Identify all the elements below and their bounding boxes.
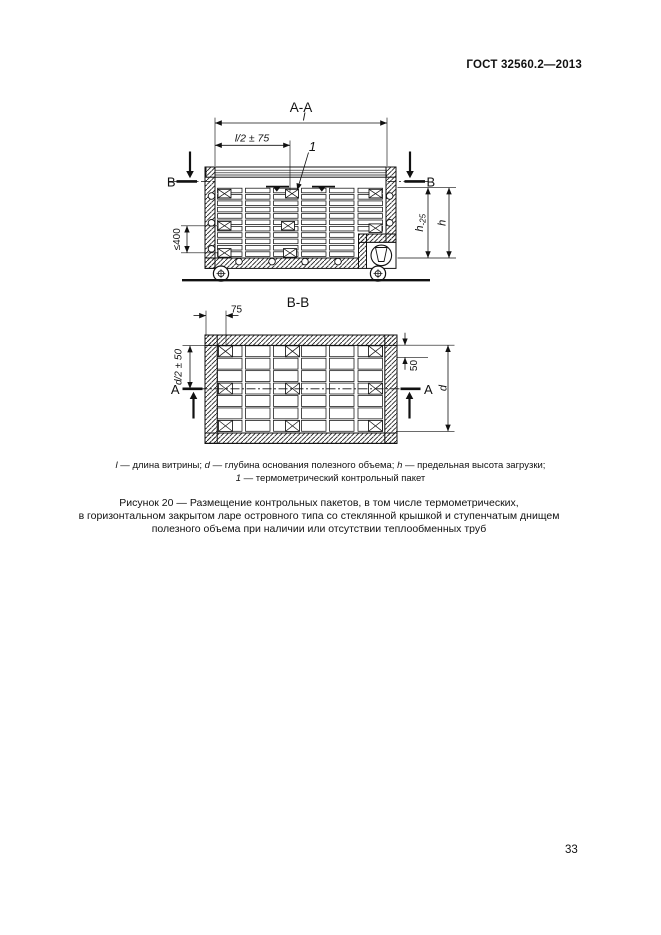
package-stacks-aa — [218, 188, 383, 257]
package-slab — [218, 358, 243, 369]
package-slab — [330, 239, 355, 244]
dim-label-d: d — [437, 384, 450, 392]
package-slab — [330, 396, 355, 407]
cut-label-a-right: А — [424, 381, 433, 397]
package-slab — [274, 396, 299, 407]
package-slab — [302, 220, 327, 225]
package-slab — [246, 408, 271, 419]
figure-caption — [0, 497, 638, 537]
dim-label-50: 50 — [409, 359, 420, 372]
package-slab — [274, 233, 299, 238]
package-slab — [302, 346, 327, 357]
package-slab — [218, 396, 243, 407]
package-slab — [246, 358, 271, 369]
package-slab — [218, 207, 243, 212]
package-slab — [330, 220, 355, 225]
package-slab — [246, 226, 271, 231]
package-slab — [302, 396, 327, 407]
package-slab — [302, 420, 327, 431]
page-number: 33 — [565, 844, 578, 856]
caption-line-2: в горизонтальном закрытом ларе островного типа со стеклянной крышкой и ступенчатым днищем — [78, 510, 560, 523]
dim-label-l: l — [302, 111, 306, 124]
package-slab — [246, 195, 271, 200]
package-slab — [358, 371, 383, 382]
dim-label-h: h — [436, 219, 449, 226]
legend-line-1: l — длина витрины; d — глубина основания полезного объема; h — предельная высота загрузки; — [115, 460, 546, 471]
package-slab — [246, 214, 271, 219]
caption-line-3: полезного объема при наличии или отсутствии теплообменных труб — [151, 523, 487, 536]
package-slab — [302, 195, 327, 200]
package-slab — [330, 201, 355, 206]
package-slab — [330, 188, 355, 193]
package-slab — [246, 220, 271, 225]
package-slab — [330, 245, 355, 250]
cut-label-b-left: В — [166, 174, 176, 190]
package-slab — [358, 201, 383, 206]
package-slab — [358, 396, 383, 407]
package-slab — [274, 408, 299, 419]
package-slab — [330, 214, 355, 219]
package-slab — [218, 214, 243, 219]
callout-1: 1 — [308, 139, 317, 154]
package-slab — [246, 346, 271, 357]
package-slab — [274, 207, 299, 212]
package-slab — [218, 201, 243, 206]
package-slab — [246, 239, 271, 244]
package-slab — [246, 233, 271, 238]
package-slab — [302, 358, 327, 369]
package-slab — [274, 239, 299, 244]
diagram-section-aa — [167, 100, 456, 281]
package-slab — [358, 358, 383, 369]
package-slab — [302, 408, 327, 419]
package-slab — [246, 245, 271, 250]
package-slab — [330, 420, 355, 431]
dim-label-d2: d/2 ± 50 — [173, 348, 185, 386]
compressor-icon — [371, 245, 392, 266]
package-slab — [330, 371, 355, 382]
package-slab — [302, 214, 327, 219]
package-slab — [246, 396, 271, 407]
package-slab — [302, 252, 327, 257]
package-slab — [246, 371, 271, 382]
package-slab — [302, 239, 327, 244]
package-slab — [246, 201, 271, 206]
package-slab — [358, 214, 383, 219]
package-slab — [302, 233, 327, 238]
document-header: ГОСТ 32560.2—2013 — [466, 59, 582, 71]
dim-label-h25: $h_{-25}$ — [414, 213, 428, 232]
package-slab — [330, 346, 355, 357]
cut-label-b-right: В — [426, 174, 436, 190]
diagram-section-bb — [171, 295, 455, 443]
package-slab — [274, 371, 299, 382]
package-slab — [330, 408, 355, 419]
package-slab — [330, 358, 355, 369]
legend-line-2: 1 — термометрический контрольный пакет — [235, 472, 426, 484]
package-slab — [218, 371, 243, 382]
package-slab — [246, 188, 271, 193]
package-slab — [246, 207, 271, 212]
package-slab — [302, 201, 327, 206]
package-slab — [302, 207, 327, 212]
package-slab — [330, 252, 355, 257]
dim-label-l2: l/2 ± 75 — [234, 132, 270, 145]
package-slab — [218, 239, 243, 244]
dim-label-max400: ≤400 — [172, 228, 183, 251]
package-slab — [302, 371, 327, 382]
section-aa-title: А-А — [289, 100, 313, 115]
package-slab — [274, 201, 299, 206]
package-slab — [218, 408, 243, 419]
package-slab — [330, 226, 355, 231]
package-slab — [274, 214, 299, 219]
package-slab — [246, 252, 271, 257]
caption-line-1: Рисунок 20 — Размещение контрольных пакетов, в том числе термометрических, — [119, 497, 519, 509]
package-slab — [330, 233, 355, 238]
package-slab — [358, 408, 383, 419]
package-slab — [302, 226, 327, 231]
dim-label-75: 75 — [230, 304, 243, 316]
package-slab — [330, 195, 355, 200]
package-slab — [246, 420, 271, 431]
package-slab — [330, 207, 355, 212]
compressor-compartment — [367, 242, 397, 268]
figure-legend — [0, 460, 661, 485]
package-slab — [218, 233, 243, 238]
package-slab — [358, 207, 383, 212]
package-slab — [274, 358, 299, 369]
glass-lid — [206, 167, 396, 177]
section-bb-title: В-В — [286, 295, 310, 310]
package-slab — [302, 245, 327, 250]
cut-label-a-left: А — [170, 381, 180, 397]
figure-20-diagrams — [0, 0, 661, 460]
